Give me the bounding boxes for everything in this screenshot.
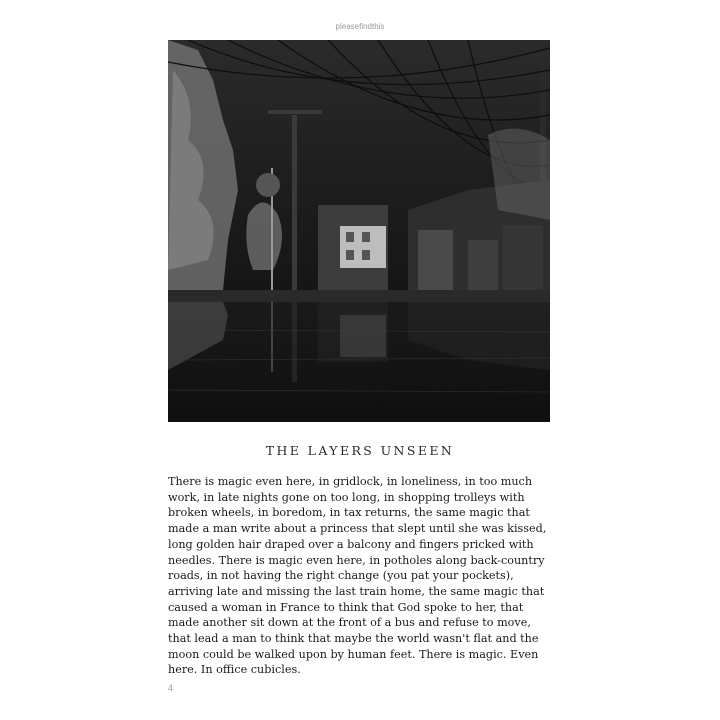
night-street-photo	[168, 40, 550, 422]
photo-illustration	[168, 40, 550, 422]
running-header: pleasefindthis	[335, 22, 385, 31]
page-number: 4	[168, 683, 174, 693]
chapter-body-text: There is magic even here, in gridlock, in loneliness, in too much work, in late nights gone on too long, in shopping trolleys with broken wheels, in boredom, in tax returns, the same magic that made a man write about a princess that slept until she was kissed, long golden hair draped over a balcony and fingers pricked with needles. There is magic even here, in potholes along back-country roads, in not having the right change (you pat your pockets), arriving late and missing the last train home, the same magic that caused a woman in France to think that God spoke to her, that made another sit down at the front of a bus and refuse to move, that lead a man to think that maybe the world wasn't flat and the moon could be walked upon by human feet. There is magic. Even here. In office cubicles.	[168, 475, 547, 677]
chapter-title: THE LAYERS UNSEEN	[265, 443, 455, 458]
